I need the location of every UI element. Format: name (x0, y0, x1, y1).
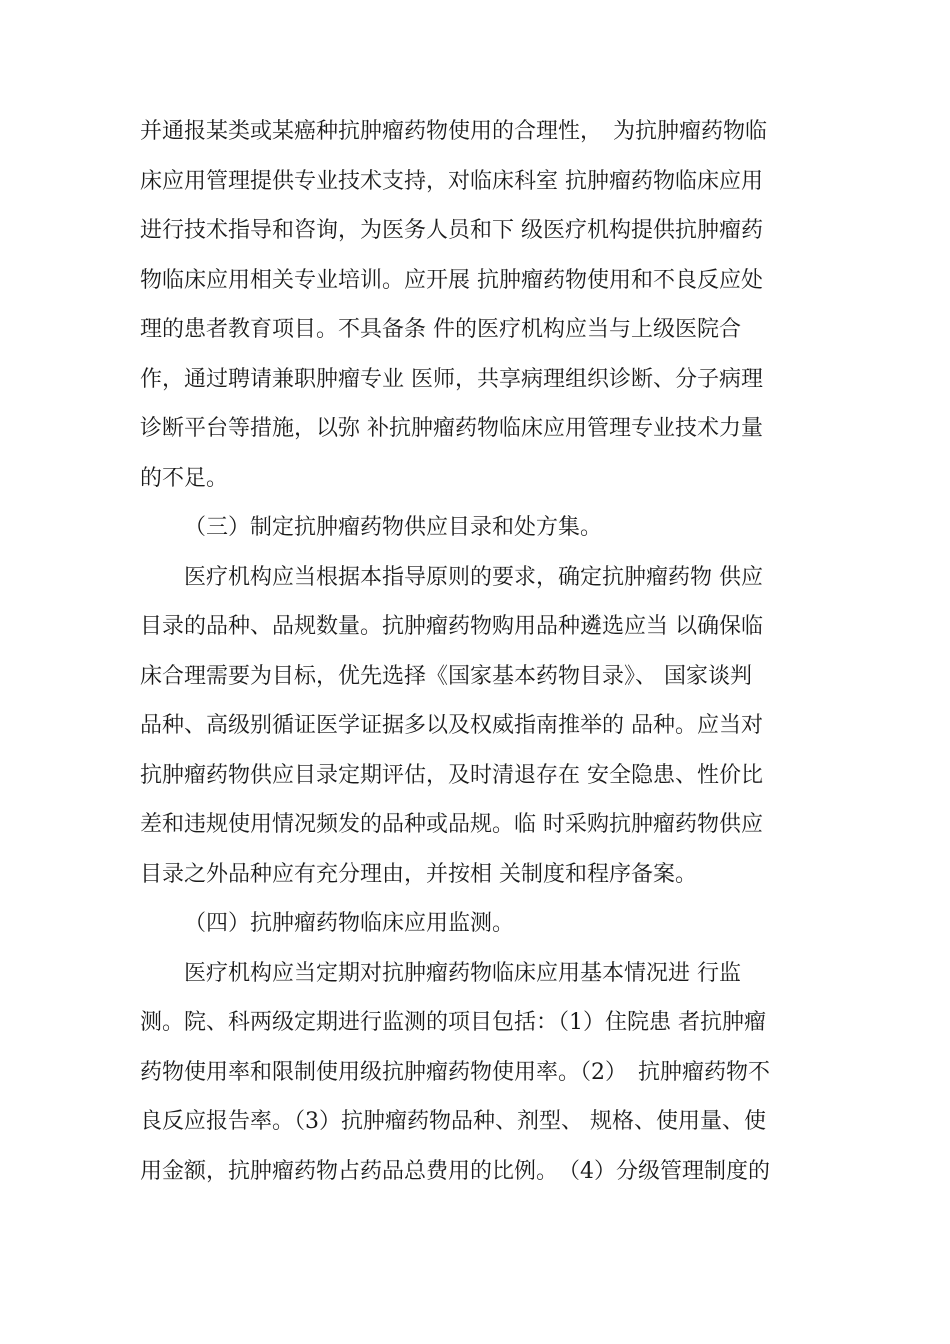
text-line: 并通报某类或某癌种抗肿瘤药物使用的合理性， 为抗肿瘤药物临 (140, 119, 768, 144)
text-line: 诊断平台等措施，以弥 补抗肿瘤药物临床应用管理专业技术力量 (140, 416, 763, 441)
section-heading: （三）制定抗肿瘤药物供应目录和处方集。 (184, 515, 603, 540)
text-line: 理的患者教育项目。不具备条 件的医疗机构应当与上级医院合 (140, 317, 741, 342)
text-line: 抗肿瘤药物供应目录定期评估，及时清退存在 安全隐患、性价比 (140, 762, 763, 788)
text-line: 目录之外品种应有充分理由，并按相 关制度和程序备案。 (140, 861, 697, 887)
paragraph-first-line: 医疗机构应当定期对抗肿瘤药物临床应用基本情况进 行监 (184, 960, 741, 986)
document-body (140, 107, 840, 1196)
text-line: 的不足。 (140, 465, 229, 491)
text-line: 测。院、科两级定期进行监测的项目包括：（1）住院患 者抗肿瘤 (140, 1010, 766, 1035)
text-line: 良反应报告率。（3）抗肿瘤药物品种、剂型、 规格、使用量、使 (140, 1109, 766, 1134)
text-line: 用金额，抗肿瘤药物占药品总费用的比例。 （4）分级管理制度的 (140, 1158, 770, 1184)
text-line: 作，通过聘请兼职肿瘤专业 医师，共享病理组织诊断、分子病理 (140, 366, 763, 392)
paragraph-first-line: 医疗机构应当根据本指导原则的要求，确定抗肿瘤药物 供应 (184, 564, 763, 590)
text-line: 差和违规使用情况频发的品种或品规。临 时采购抗肿瘤药物供应 (140, 812, 763, 837)
text-line: 床合理需要为目标，优先选择《国家基本药物目录》、 国家谈判 (140, 663, 752, 689)
text-line: 品种、高级别循证医学证据多以及权威指南推举的 品种。应当对 (140, 713, 763, 738)
text-line: 目录的品种、品规数量。抗肿瘤药物购用品种遴选应当 以确保临 (140, 614, 763, 639)
section-heading: （四）抗肿瘤药物临床应用监测。 (184, 911, 515, 936)
text-line: 物临床应用相关专业培训。应开展 抗肿瘤药物使用和不良反应处 (140, 267, 763, 293)
text-line: 床应用管理提供专业技术支持，对临床科室 抗肿瘤药物临床应用 (140, 168, 763, 194)
text-line: 进行技术指导和咨询，为医务人员和下 级医疗机构提供抗肿瘤药 (140, 218, 763, 243)
text-line: 药物使用率和限制使用级抗肿瘤药物使用率。（2） 抗肿瘤药物不 (140, 1059, 770, 1085)
